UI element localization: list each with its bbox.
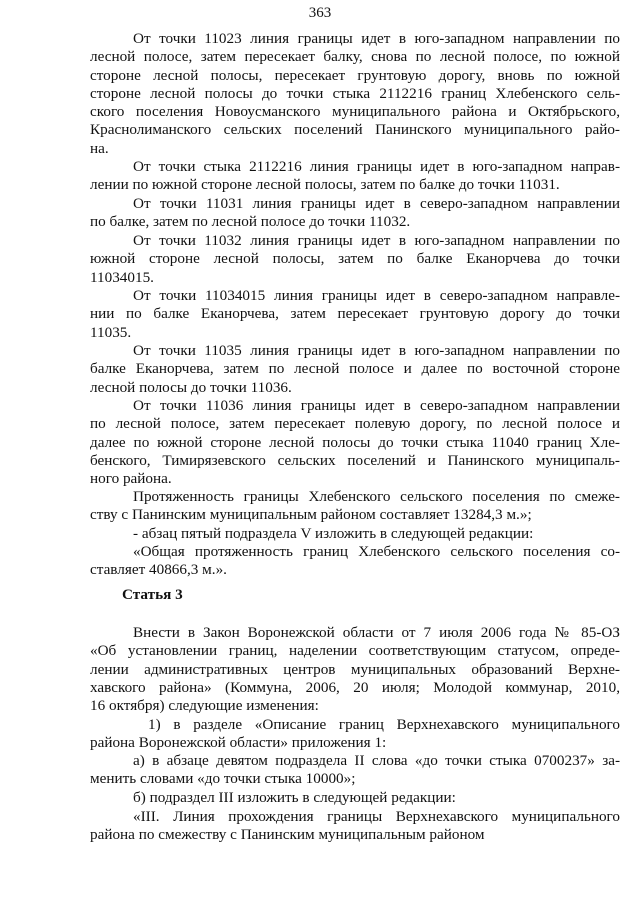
- text-line: лесной полосы до точки 11036.: [90, 378, 292, 396]
- paragraph: [90, 716, 620, 753]
- paragraph: [90, 232, 620, 287]
- text-line: От точки 11035 линия границы идет в юго-западном направлении по: [133, 342, 620, 359]
- text-line: лесной полосе, затем пересекает балку, снова по лесной полосе, по южной: [90, 48, 620, 66]
- article-heading: Статья 3: [122, 586, 183, 603]
- text-line: От точки 11036 линия границы идет в северо-западном направлении: [133, 397, 620, 414]
- text-line: далее по южной стороне лесной полосы до точки стыка 11040 границ Хле-: [90, 433, 620, 451]
- text-line: лении по южной стороне лесной полосы, затем по балке до точки 11031.: [90, 176, 560, 194]
- text-line: 16 октября) следующие изменения:: [90, 697, 319, 715]
- text-line: От точки 11031 линия границы идет в северо-западном направлении: [133, 195, 620, 212]
- text-line: по балке, затем по лесной полосе до точки 11032.: [90, 213, 411, 231]
- text-line: района Воронежской области» приложения 1:: [90, 734, 387, 752]
- text-line: 11034015.: [90, 268, 154, 286]
- text-line: ного района.: [90, 470, 172, 488]
- text-line: менить словами «до точки стыка 10000»;: [90, 770, 356, 788]
- text-line: «Общая протяженность границ Хлебенского сельского поселения со-: [133, 543, 620, 560]
- paragraph: [90, 158, 620, 195]
- text-line: От точки стыка 2112216 линия границы идет в юго-западном направ-: [133, 158, 620, 175]
- text-line: ского поселения Новоусманского муниципального района и Октябрьского,: [90, 103, 620, 121]
- text-line: по лесной полосе, затем пересекает полевую дорогу, по лесной полосе и: [90, 415, 620, 433]
- text-line: ству с Панинским муниципальным районом составляет 13284,3 м.»;: [90, 506, 532, 524]
- text-line: нии по балке Еканорчева, затем пересекает грунтовую дорогу до точки: [90, 305, 620, 323]
- text-line: От точки 11034015 линия границы идет в северо-западном направле-: [133, 287, 620, 304]
- paragraph: [90, 30, 620, 158]
- text-line: района по смежеству с Панинским муниципальным районом: [90, 826, 485, 844]
- paragraph: [90, 808, 620, 845]
- text-line: а) в абзаце девятом подраздела II слова «до точки стыка 0700237» за-: [133, 752, 620, 769]
- text-line: балке Еканорчева, затем по лесной полосе и далее по восточной стороне: [90, 360, 620, 378]
- paragraph: [90, 195, 620, 232]
- text-line: От точки 11023 линия границы идет в юго-западном направлении по: [133, 30, 620, 47]
- text-line: б) подраздел III изложить в следующей редакции:: [133, 789, 456, 806]
- text-line: ставляет 40866,3 м.».: [90, 561, 227, 579]
- article-heading-block: [90, 586, 620, 604]
- text-line: 1) в разделе «Описание границ Верхнехавского муниципального: [148, 716, 620, 733]
- text-line: От точки 11032 линия границы идет в юго-западном направлении по: [133, 232, 620, 249]
- text-line: - абзац пятый подраздела V изложить в следующей редакции:: [133, 525, 534, 542]
- paragraph: [90, 488, 620, 525]
- paragraph: [90, 789, 620, 807]
- paragraph: [90, 525, 620, 543]
- text-line: Внести в Закон Воронежской области от 7 июля 2006 года № 85-ОЗ: [133, 624, 620, 641]
- text-line: лении административных центров муниципальных образований Верхне-: [90, 660, 620, 678]
- text-line: южной стороне лесной полосы, затем по балке Еканорчева до точки: [90, 250, 620, 268]
- text-line: Протяженность границы Хлебенского сельского поселения по смеже-: [133, 488, 620, 505]
- paragraph: [90, 752, 620, 789]
- paragraph: [90, 342, 620, 397]
- paragraph: [90, 397, 620, 488]
- text-line: бенского, Тимирязевского сельских поселений и Панинского муниципаль-: [90, 451, 620, 469]
- text-line: стороне лесной полосы, пересекает грунтовую дорогу, вновь по южной: [90, 66, 620, 84]
- text-line: 11035.: [90, 323, 132, 341]
- text-line: «Об установлении границ, наделении соответствующим статусом, опреде-: [90, 642, 620, 660]
- paragraph: [90, 624, 620, 715]
- page-number: 363: [308, 5, 332, 21]
- text-line: «III. Линия прохождения границы Верхнехавского муниципального: [133, 808, 620, 825]
- text-line: стороне лесной полосы до точки стыка 2112216 границ Хлебенского сель-: [90, 84, 620, 102]
- text-line: на.: [90, 139, 109, 157]
- text-line: Краснолиманского сельских поселений Панинского муниципального райо-: [90, 121, 620, 139]
- text-line: хавского района» (Коммуна, 2006, 20 июля; Молодой коммунар, 2010,: [90, 678, 620, 696]
- paragraph: [90, 543, 620, 580]
- paragraph: [90, 287, 620, 342]
